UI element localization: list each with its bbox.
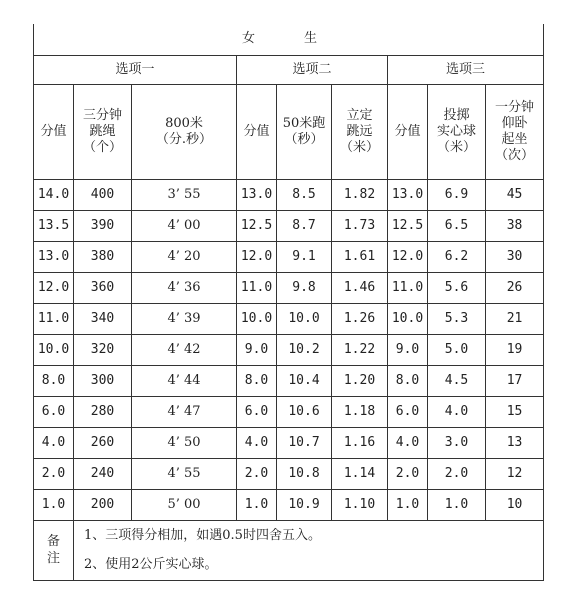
- group-option-1: 选项一: [34, 56, 237, 85]
- group-option-2: 选项二: [237, 56, 388, 85]
- cell-run-50m: 10.9: [277, 490, 332, 521]
- cell-sit-ups: 13: [486, 428, 544, 459]
- cell-score-3: 8.0: [388, 366, 428, 397]
- cell-score-3: 1.0: [388, 490, 428, 521]
- cell-run-800m: 4’ 39: [132, 304, 237, 335]
- cell-score-3: 6.0: [388, 397, 428, 428]
- score-table: [33, 24, 544, 581]
- header-800m: 800米 （分.秒）: [132, 85, 237, 180]
- cell-run-50m: 10.4: [277, 366, 332, 397]
- cell-long-jump: 1.14: [332, 459, 388, 490]
- cell-rope-skipping: 200: [74, 490, 132, 521]
- cell-medicine-ball: 1.0: [428, 490, 486, 521]
- table-row: [34, 273, 544, 304]
- cell-sit-ups: 38: [486, 211, 544, 242]
- cell-run-800m: 4’ 44: [132, 366, 237, 397]
- cell-score-1: 1.0: [34, 490, 74, 521]
- cell-score-2: 11.0: [237, 273, 277, 304]
- cell-score-1: 10.0: [34, 335, 74, 366]
- cell-score-3: 10.0: [388, 304, 428, 335]
- notes-label: 备 注: [34, 521, 74, 581]
- cell-score-1: 2.0: [34, 459, 74, 490]
- header-medicine-ball: 投掷 实心球 （米）: [428, 85, 486, 180]
- cell-sit-ups: 26: [486, 273, 544, 304]
- cell-medicine-ball: 3.0: [428, 428, 486, 459]
- cell-sit-ups: 17: [486, 366, 544, 397]
- score-sheet: [33, 24, 543, 581]
- cell-long-jump: 1.18: [332, 397, 388, 428]
- table-row: [34, 335, 544, 366]
- group-option-3: 选项三: [388, 56, 544, 85]
- note-row: [34, 551, 544, 581]
- cell-long-jump: 1.46: [332, 273, 388, 304]
- cell-run-800m: 4’ 36: [132, 273, 237, 304]
- cell-score-1: 14.0: [34, 180, 74, 211]
- table-row: [34, 490, 544, 521]
- cell-sit-ups: 30: [486, 242, 544, 273]
- cell-rope-skipping: 280: [74, 397, 132, 428]
- cell-run-50m: 10.0: [277, 304, 332, 335]
- note-line: 1、三项得分相加，如遇0.5时四舍五入。: [74, 521, 544, 551]
- header-score-2: 分值: [237, 85, 277, 180]
- table-row: [34, 428, 544, 459]
- cell-score-3: 4.0: [388, 428, 428, 459]
- cell-score-2: 1.0: [237, 490, 277, 521]
- cell-run-50m: 10.7: [277, 428, 332, 459]
- table-row: [34, 366, 544, 397]
- cell-score-2: 10.0: [237, 304, 277, 335]
- cell-sit-ups: 10: [486, 490, 544, 521]
- cell-score-1: 12.0: [34, 273, 74, 304]
- cell-score-1: 11.0: [34, 304, 74, 335]
- cell-long-jump: 1.10: [332, 490, 388, 521]
- cell-score-2: 4.0: [237, 428, 277, 459]
- cell-medicine-ball: 6.9: [428, 180, 486, 211]
- cell-score-3: 11.0: [388, 273, 428, 304]
- table-row: [34, 397, 544, 428]
- header-50m-run: 50米跑 （秒）: [277, 85, 332, 180]
- cell-score-1: 4.0: [34, 428, 74, 459]
- cell-score-2: 12.5: [237, 211, 277, 242]
- cell-run-50m: 10.6: [277, 397, 332, 428]
- cell-score-1: 6.0: [34, 397, 74, 428]
- table-row: [34, 180, 544, 211]
- cell-score-3: 13.0: [388, 180, 428, 211]
- cell-run-50m: 10.8: [277, 459, 332, 490]
- cell-sit-ups: 21: [486, 304, 544, 335]
- cell-score-2: 13.0: [237, 180, 277, 211]
- cell-run-800m: 4’ 50: [132, 428, 237, 459]
- cell-long-jump: 1.61: [332, 242, 388, 273]
- cell-medicine-ball: 5.0: [428, 335, 486, 366]
- cell-medicine-ball: 6.5: [428, 211, 486, 242]
- table-row: [34, 304, 544, 335]
- header-sit-ups: 一分钟 仰卧 起坐 （次）: [486, 85, 544, 180]
- cell-medicine-ball: 5.6: [428, 273, 486, 304]
- cell-run-50m: 8.5: [277, 180, 332, 211]
- cell-rope-skipping: 320: [74, 335, 132, 366]
- cell-score-3: 12.5: [388, 211, 428, 242]
- cell-score-3: 12.0: [388, 242, 428, 273]
- cell-medicine-ball: 4.0: [428, 397, 486, 428]
- table-row: [34, 211, 544, 242]
- cell-run-50m: 9.8: [277, 273, 332, 304]
- table-title: 女 生: [34, 24, 544, 56]
- header-score-1: 分值: [34, 85, 74, 180]
- cell-score-1: 8.0: [34, 366, 74, 397]
- cell-rope-skipping: 340: [74, 304, 132, 335]
- table-row: [34, 459, 544, 490]
- cell-score-1: 13.0: [34, 242, 74, 273]
- cell-medicine-ball: 2.0: [428, 459, 486, 490]
- cell-run-50m: 10.2: [277, 335, 332, 366]
- cell-long-jump: 1.16: [332, 428, 388, 459]
- cell-run-800m: 4’ 20: [132, 242, 237, 273]
- cell-sit-ups: 19: [486, 335, 544, 366]
- cell-rope-skipping: 380: [74, 242, 132, 273]
- cell-long-jump: 1.22: [332, 335, 388, 366]
- cell-long-jump: 1.26: [332, 304, 388, 335]
- cell-medicine-ball: 5.3: [428, 304, 486, 335]
- cell-score-2: 9.0: [237, 335, 277, 366]
- cell-score-3: 2.0: [388, 459, 428, 490]
- cell-score-2: 2.0: [237, 459, 277, 490]
- header-long-jump: 立定 跳远 （米）: [332, 85, 388, 180]
- cell-run-800m: 3’ 55: [132, 180, 237, 211]
- cell-rope-skipping: 360: [74, 273, 132, 304]
- header-score-3: 分值: [388, 85, 428, 180]
- cell-run-50m: 8.7: [277, 211, 332, 242]
- table-row: [34, 242, 544, 273]
- cell-score-2: 12.0: [237, 242, 277, 273]
- cell-run-50m: 9.1: [277, 242, 332, 273]
- cell-long-jump: 1.73: [332, 211, 388, 242]
- cell-medicine-ball: 6.2: [428, 242, 486, 273]
- cell-score-2: 8.0: [237, 366, 277, 397]
- cell-rope-skipping: 390: [74, 211, 132, 242]
- cell-score-1: 13.5: [34, 211, 74, 242]
- cell-rope-skipping: 400: [74, 180, 132, 211]
- header-rope-skipping: 三分钟 跳绳 （个）: [74, 85, 132, 180]
- cell-medicine-ball: 4.5: [428, 366, 486, 397]
- cell-rope-skipping: 300: [74, 366, 132, 397]
- cell-run-800m: 4’ 00: [132, 211, 237, 242]
- cell-score-2: 6.0: [237, 397, 277, 428]
- cell-sit-ups: 45: [486, 180, 544, 211]
- cell-run-800m: 5’ 00: [132, 490, 237, 521]
- cell-run-800m: 4’ 55: [132, 459, 237, 490]
- cell-sit-ups: 15: [486, 397, 544, 428]
- note-line: 2、使用2公斤实心球。: [74, 551, 544, 581]
- cell-long-jump: 1.20: [332, 366, 388, 397]
- cell-long-jump: 1.82: [332, 180, 388, 211]
- cell-sit-ups: 12: [486, 459, 544, 490]
- cell-rope-skipping: 240: [74, 459, 132, 490]
- cell-score-3: 9.0: [388, 335, 428, 366]
- note-row: [34, 521, 544, 551]
- cell-run-800m: 4’ 47: [132, 397, 237, 428]
- cell-run-800m: 4’ 42: [132, 335, 237, 366]
- cell-rope-skipping: 260: [74, 428, 132, 459]
